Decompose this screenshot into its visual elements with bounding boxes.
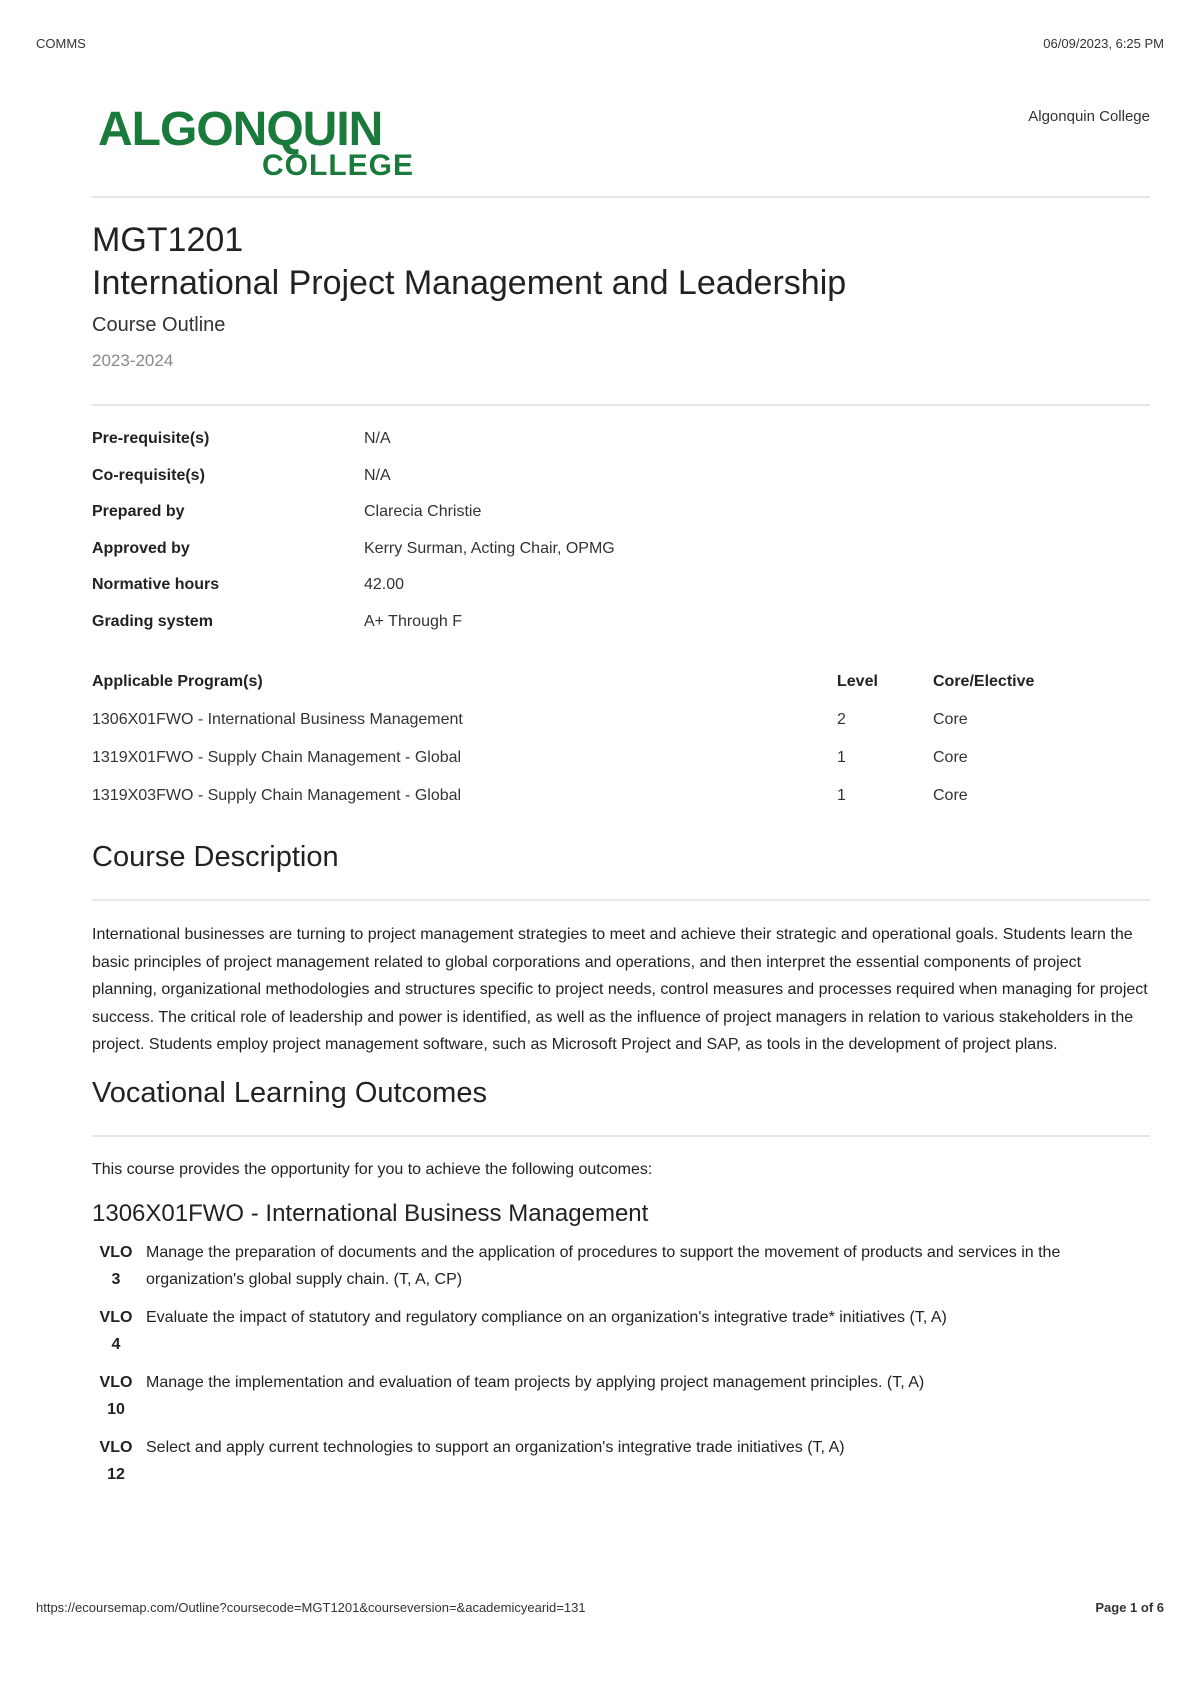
list-item: [92, 1369, 1150, 1424]
page-number: Page 1 of 6: [1095, 1600, 1164, 1615]
title-block: [92, 198, 1150, 406]
table-header-row: [92, 671, 1150, 709]
meta-key: Normative hours: [92, 576, 220, 593]
program-type: Core: [933, 787, 968, 804]
vlo-label: VLO 12: [99, 1438, 133, 1483]
meta-key: Grading system: [92, 612, 213, 630]
vlo-label: VLO 3: [99, 1243, 133, 1288]
course-outline-page: [92, 100, 1150, 1499]
vlo-label: VLO 4: [99, 1308, 133, 1353]
college-logo: [98, 103, 415, 182]
meta-value: N/A: [364, 430, 391, 447]
course-meta: [92, 428, 1150, 647]
outcomes-intro: This course provides the opportunity for you to achieve the following outcomes:: [92, 1160, 653, 1178]
list-item: [92, 1304, 1150, 1359]
program-name: 1319X03FWO - Supply Chain Management - Global: [92, 787, 462, 804]
list-item: [92, 1239, 1150, 1294]
meta-key: Prepared by: [92, 503, 185, 520]
logo-line-1: ALGONQUIN: [98, 103, 383, 156]
meta-key: Co-requisite(s): [92, 466, 205, 484]
meta-row: [92, 465, 1150, 502]
header: [92, 100, 1150, 198]
meta-row: [92, 611, 1150, 648]
meta-value: Kerry Surman, Acting Chair, OPMG: [364, 539, 615, 557]
program-name: 1306X01FWO - International Business Management: [92, 711, 463, 728]
print-header-datetime: 06/09/2023, 6:25 PM: [1043, 36, 1164, 51]
program-type: Core: [933, 749, 968, 766]
vlo-text: Manage the preparation of documents and the application of procedures to support the movement of products and services in the organization's global supply chain. (T, A, CP): [146, 1243, 1061, 1288]
vlo-list: [92, 1239, 1150, 1489]
college-name: Algonquin College: [1028, 108, 1150, 125]
course-code: MGT1201: [92, 221, 244, 259]
vocational-outcomes-heading: Vocational Learning Outcomes: [92, 1075, 1150, 1137]
program-level: 1: [837, 749, 846, 766]
meta-key: Pre-requisite(s): [92, 430, 210, 447]
meta-row: [92, 501, 1150, 538]
meta-value: 42.00: [364, 576, 405, 593]
program-level: 1: [837, 787, 846, 804]
course-description-heading: Course Description: [92, 839, 1150, 901]
program-name: 1319X01FWO - Supply Chain Management - Global: [92, 749, 462, 766]
column-header-program: Applicable Program(s): [92, 673, 263, 690]
meta-value: Clarecia Christie: [364, 503, 482, 520]
vlo-text: Evaluate the impact of statutory and regulatory compliance on an organization's integrative trade* initiatives (T, A): [146, 1308, 947, 1326]
column-header-level: Level: [837, 673, 878, 690]
column-header-core-elective: Core/Elective: [933, 673, 1035, 690]
table-row: [92, 709, 1150, 747]
meta-key: Approved by: [92, 539, 190, 557]
meta-row: [92, 574, 1150, 611]
print-header-title: COMMS: [36, 36, 86, 51]
course-description-text: International businesses are turning to project management strategies to meet and achieve their strategic and operational goals. Students learn the basic principles of project management related to global corporations and operations, and then interpret the essential components of project planning, organizational methodologies and structures specific to project needs, control measures and processes required when managing for project success. The critical role of leadership and power is identified, as well as the influence of project managers in relation to various stakeholders in the project. Students employ project management software, such as Microsoft Project and SAP, as tools in the development of project plans.: [92, 926, 1148, 1053]
vlo-text: Manage the implementation and evaluation of team projects by applying project management principles. (T, A): [146, 1373, 925, 1391]
program-type: Core: [933, 711, 968, 728]
program-level: 2: [837, 711, 846, 728]
academic-year: 2023-2024: [92, 351, 174, 370]
print-header: [36, 36, 1164, 52]
meta-value: N/A: [364, 466, 391, 484]
print-footer: [36, 1600, 1164, 1616]
program-outcomes-heading: 1306X01FWO - International Business Management: [92, 1199, 649, 1227]
vlo-text: Select and apply current technologies to support an organization's integrative trade initiatives (T, A): [146, 1438, 845, 1456]
page-url-link[interactable]: https://ecoursemap.com/Outline?coursecode=MGT1201&courseversion=&academicyearid=131: [36, 1600, 586, 1615]
table-row: [92, 747, 1150, 785]
meta-value: A+ Through F: [364, 612, 462, 630]
vlo-label: VLO 10: [99, 1373, 133, 1418]
table-row: [92, 785, 1150, 823]
applicable-programs-table: [92, 671, 1150, 823]
meta-row: [92, 538, 1150, 575]
document-type: Course Outline: [92, 314, 226, 336]
course-title: International Project Management and Leadership: [92, 264, 847, 302]
meta-row: [92, 428, 1150, 465]
logo-line-2: COLLEGE: [262, 149, 415, 182]
list-item: [92, 1434, 1150, 1489]
